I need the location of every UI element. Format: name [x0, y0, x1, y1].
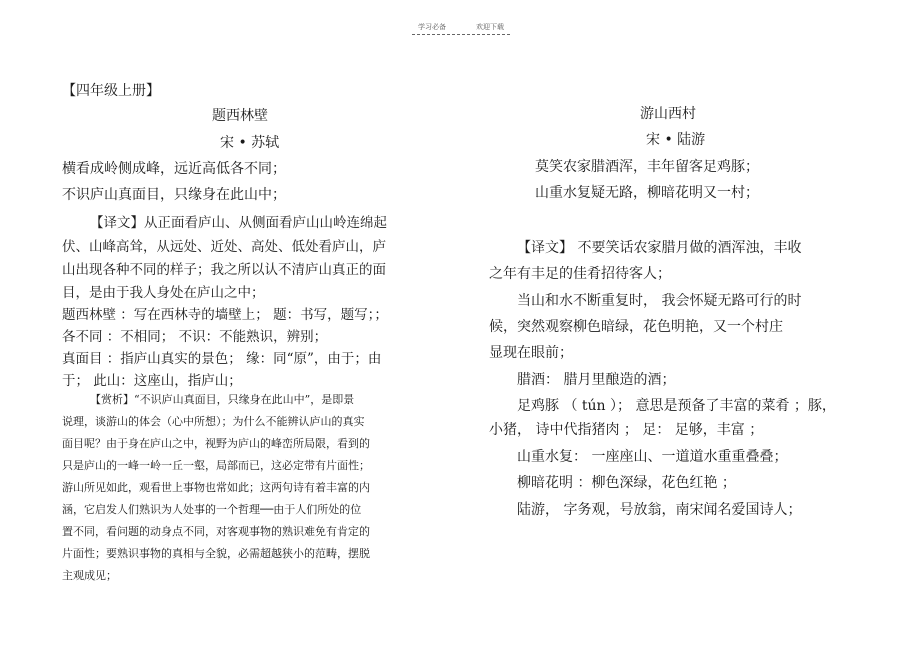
translation-line: 山出现各种不同的样子；我之所以认不清庐山真正的面: [62, 262, 386, 278]
appreciation-line: 面目呢？由于身在庐山之中，视野为庐山的峰峦所局限，看到的: [62, 437, 370, 450]
header-divider: [412, 34, 510, 35]
translation-line: 【译文】 不要笑话农家腊月做的酒浑浊，丰收: [517, 240, 802, 256]
poem-line: 横看成岭侧成峰，远近高低各不同；: [62, 161, 286, 177]
poem-line: 不识庐山真面目，只缘身在此山中；: [62, 187, 286, 203]
appreciation-line: 置不同，看问题的动身点不同，对客观事物的熟识难免有肯定的: [62, 525, 370, 538]
translation-line: 显现在眼前；: [489, 345, 573, 361]
appreciation-line: 【赏析】“不识庐山真面目，只缘身在此山中”，是即景: [90, 393, 355, 406]
appreciation-line: 片面性；要熟识事物的真相与全貌，必需超越狭小的范畴，摆脱: [62, 547, 370, 560]
note-line: 山重水复： 一座座山、一道道水重重叠叠；: [517, 449, 788, 465]
poem-line: 山重水复疑无路，柳暗花明又一村；: [535, 185, 759, 201]
translation-line: 目，是由于我人身处在庐山之中；: [62, 285, 265, 301]
translation-line: 候，突然观察柳色暗绿，花色明艳，又一个村庄: [489, 319, 783, 335]
appreciation-line: 说理，谈游山的体会（心中所想）；为什么不能辨认庐山的真实: [62, 415, 365, 428]
appreciation-line: 游山所见如此，观看世上事物也常如此；这两句诗有着丰富的内: [62, 481, 370, 494]
poem-author: 宋 • 苏轼: [220, 135, 280, 151]
poem-title: 游山西村: [640, 106, 696, 122]
translation-line: 【译文】从正面看庐山、从侧面看庐山山岭连绵起: [90, 215, 387, 231]
appreciation-line: 涵，它启发人们熟识为人处事的一个哲理──由于人们所处的位: [62, 503, 362, 516]
note-line: 柳暗花明 ：柳色深绿，花色红艳 ；: [517, 475, 736, 491]
note-line: 陆游， 字务观，号放翁，南宋闻名爱国诗人；: [517, 502, 802, 518]
note-line: 腊酒： 腊月里酿造的酒；: [517, 372, 676, 388]
poem-title: 题西林壁: [212, 108, 268, 124]
note-line: 题西林壁 ：写在西林寺的墙壁上； 题：书写，题写；；: [62, 307, 388, 323]
note-line: 各不同 ：不相同； 不识：不能熟识，辨别；: [62, 329, 328, 345]
note-line: 真面目 ：指庐山真实的景色； 缘：同“原”，由于；由: [62, 351, 382, 367]
header-right-text: 欢迎下载: [476, 23, 504, 31]
note-line: 小猪， 诗中代指猪肉 ； 足： 足够，丰富 ；: [489, 422, 764, 438]
page-header: [418, 22, 504, 32]
appreciation-line: 主观成见；: [62, 569, 117, 582]
poem-line: 莫笑农家腊酒浑，丰年留客足鸡豚；: [535, 159, 759, 175]
note-line: 于； 此山：这座山，指庐山；: [62, 373, 242, 389]
translation-line: 伏、山峰高耸，从远处、近处、高处、低处看庐山，庐: [62, 239, 386, 255]
header-left-text: 学习必备: [418, 23, 446, 31]
poem-author: 宋 • 陆游: [646, 132, 706, 148]
translation-line: 当山和水不断重复时， 我会怀疑无路可行的时: [517, 293, 802, 309]
grade-label: 【四年级上册】: [62, 83, 160, 99]
translation-line: 之年有丰足的佳肴招待客人；: [489, 266, 671, 282]
appreciation-line: 只是庐山的一峰一岭一丘一壑，局部而已，这必定带有片面性；: [62, 459, 370, 472]
note-line: 足鸡豚 （ tún ）； 意思是预备了丰富的菜肴 ；豚，: [517, 398, 836, 414]
